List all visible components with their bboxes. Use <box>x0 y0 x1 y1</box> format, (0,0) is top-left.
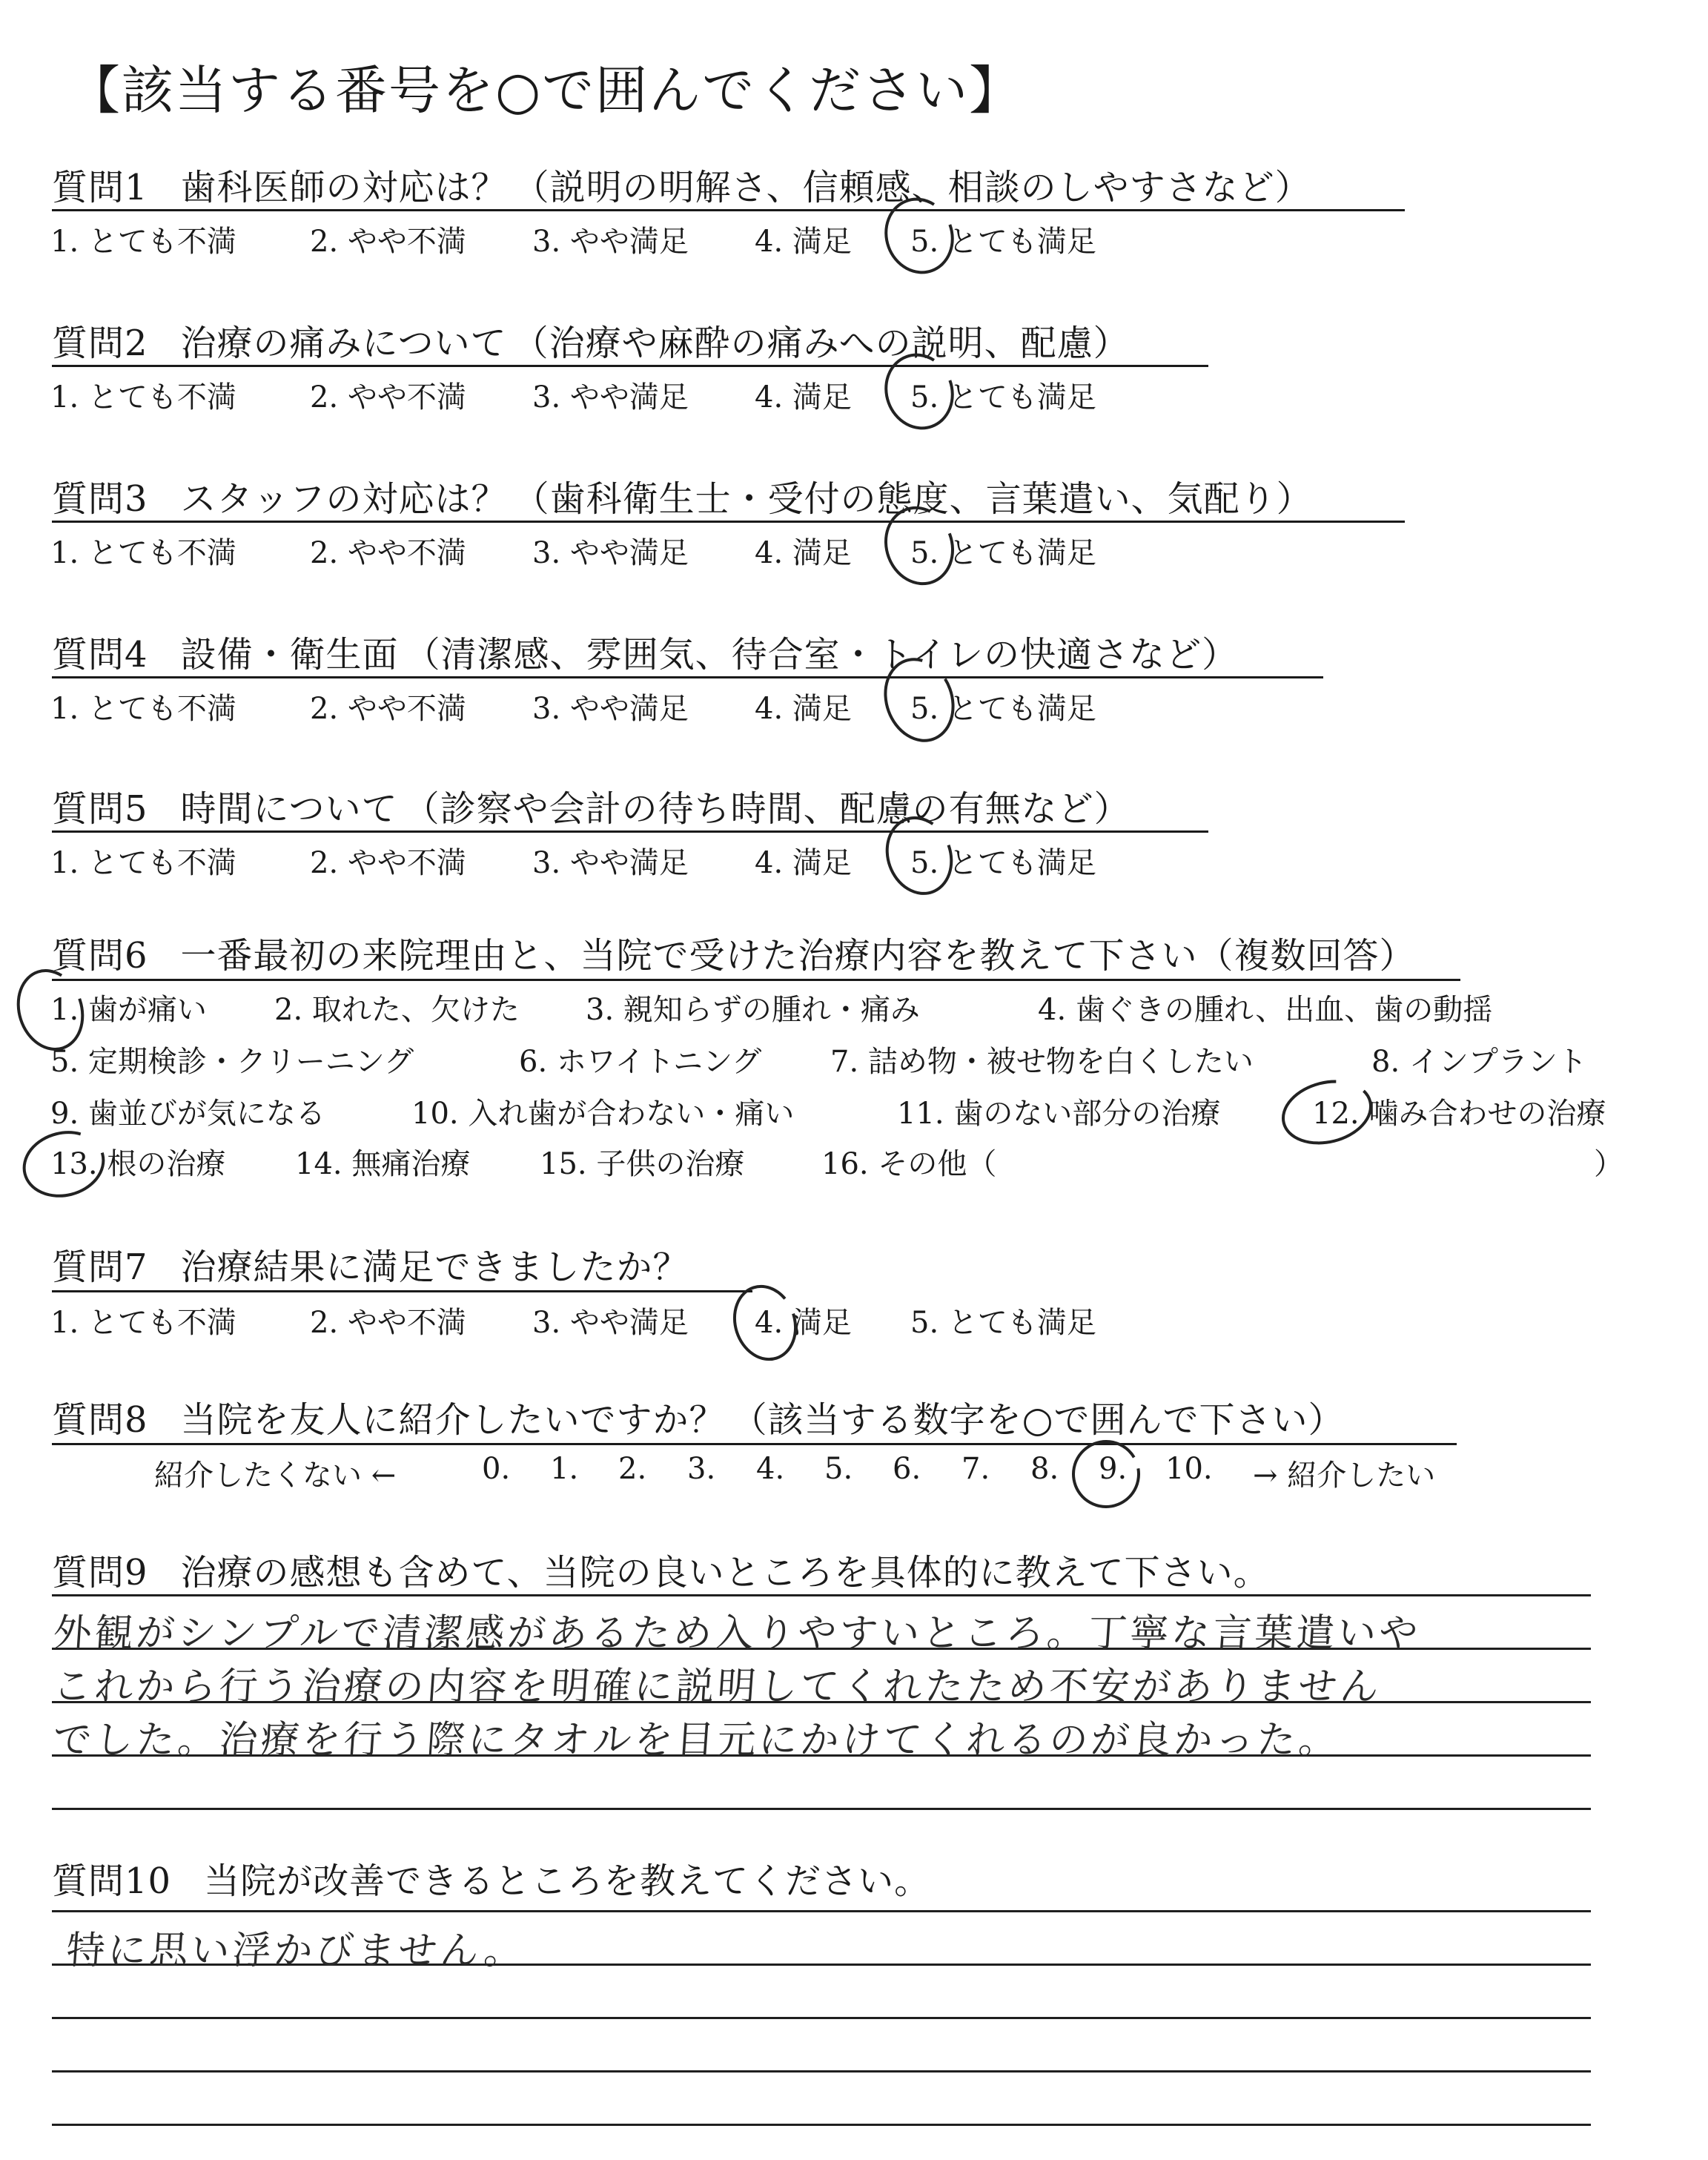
satisfaction-option[interactable]: 3. やや満足 <box>532 692 689 726</box>
question-label: 質問2 <box>52 323 148 364</box>
question-text: 治療の感想も含めて、当院の良いところを具体的に教えて下さい。 <box>180 1552 1270 1593</box>
satisfaction-option[interactable]: 2. やや不満 <box>310 225 466 259</box>
treatment-option[interactable]: 5. 定期検診・クリーニング <box>50 1045 414 1079</box>
question-text: 設備・衛生面 <box>180 634 399 676</box>
question-label: 質問7 <box>52 1246 148 1288</box>
satisfaction-option[interactable]: 4. 満足 <box>755 536 852 570</box>
satisfaction-option[interactable]: 4. 満足 <box>755 380 852 415</box>
satisfaction-option[interactable]: 5. とても満足 <box>910 846 1096 880</box>
question-10-heading <box>52 1852 930 1903</box>
question-label: 質問5 <box>52 788 148 830</box>
scale-value[interactable]: 7. <box>961 1452 990 1486</box>
question-5-rule <box>52 830 1208 833</box>
scale-value[interactable]: 6. <box>893 1452 921 1486</box>
scale-right-label: → 紹介したい <box>1253 1459 1436 1493</box>
satisfaction-option[interactable]: 1. とても不満 <box>50 692 236 726</box>
question-4-heading <box>52 626 1238 677</box>
scale-value[interactable]: 1. <box>550 1452 579 1486</box>
satisfaction-option[interactable]: 5. とても満足 <box>910 536 1096 570</box>
treatment-option[interactable]: 8. インプラント <box>1371 1045 1587 1079</box>
question-label: 質問4 <box>52 634 148 676</box>
satisfaction-option[interactable]: 5. とても満足 <box>910 380 1096 415</box>
treatment-option[interactable]: 3. 親知らずの腫れ・痛み <box>586 993 920 1027</box>
scale-value[interactable]: 10. <box>1165 1452 1213 1486</box>
treatment-option[interactable]: 2. 取れた、欠けた <box>274 993 520 1027</box>
question-label: 質問1 <box>52 167 148 208</box>
satisfaction-option[interactable]: 3. やや満足 <box>532 536 689 570</box>
treatment-option[interactable]: 7. 詰め物・被せ物を白くしたい <box>830 1045 1254 1079</box>
treatment-option[interactable]: 10. 入れ歯が合わない・痛い <box>411 1097 795 1131</box>
treatment-option[interactable]: 14. 無痛治療 <box>295 1147 471 1181</box>
question-label: 質問9 <box>52 1552 148 1593</box>
question-text: 当院を友人に紹介したいですか？ <box>180 1399 726 1441</box>
treatment-option[interactable]: 13. 根の治療 <box>50 1147 226 1181</box>
question-detail: （説明の明解さ、信頼感、相談のしやすさなど） <box>513 167 1311 208</box>
satisfaction-option[interactable]: 2. やや不満 <box>310 846 466 880</box>
handwritten-answer-line: 外観がシンプルで清潔感があるため入りやすいところ。丁寧な言葉遣いや <box>51 1611 1423 1656</box>
satisfaction-option[interactable]: 3. やや満足 <box>532 846 689 880</box>
answer-line <box>52 1808 1591 1810</box>
scale-value[interactable]: 4. <box>756 1452 785 1486</box>
scale-left-label: 紹介したくない ← <box>154 1459 397 1493</box>
scale-value[interactable]: 0. <box>482 1452 511 1486</box>
question-detail: （治療や麻酔の痛みへの説明、配慮） <box>512 323 1130 364</box>
question-text: 時間について <box>180 788 398 830</box>
satisfaction-option[interactable]: 4. 満足 <box>755 846 852 880</box>
question-4-rule <box>52 676 1323 678</box>
satisfaction-option[interactable]: 5. とても満足 <box>910 225 1096 259</box>
question-7-heading <box>52 1238 689 1289</box>
treatment-option[interactable]: 4. 歯ぐきの腫れ、出血、歯の動揺 <box>1038 993 1493 1027</box>
satisfaction-option[interactable]: 5. とても満足 <box>910 692 1096 726</box>
question-detail: （該当する数字を○で囲んで下さい） <box>731 1399 1345 1441</box>
question-3-rule <box>52 521 1405 523</box>
scale-value[interactable]: 9. <box>1099 1452 1128 1486</box>
question-label: 質問6 <box>52 935 148 977</box>
question-text: 歯科医師の対応は？ <box>180 167 508 208</box>
question-2-heading <box>52 314 1130 366</box>
question-1-rule <box>52 209 1405 211</box>
treatment-option[interactable]: 6. ホワイトニング <box>519 1045 762 1079</box>
question-detail: （清潔感、雰囲気、待合室・トイレの快適さなど） <box>404 634 1239 676</box>
satisfaction-option[interactable]: 2. やや不満 <box>310 380 466 415</box>
answer-line <box>52 1594 1591 1596</box>
question-label: 質問3 <box>52 478 148 520</box>
question-3-heading <box>52 470 1313 521</box>
satisfaction-option[interactable]: 3. やや満足 <box>532 225 689 259</box>
question-text: 治療の痛みについて <box>180 323 507 364</box>
handwritten-answer-line: でした。治療を行う際にタオルを目元にかけてくれるのが良かった。 <box>51 1718 1342 1763</box>
treatment-option[interactable]: 9. 歯並びが気になる <box>50 1097 325 1131</box>
answer-line <box>52 2017 1591 2019</box>
answer-line <box>52 2124 1591 2126</box>
satisfaction-option[interactable]: 4. 満足 <box>755 692 852 726</box>
treatment-option[interactable]: 1. 歯が痛い <box>50 993 207 1027</box>
satisfaction-option[interactable]: 2. やや不満 <box>310 692 466 726</box>
question-label: 質問10 <box>52 1860 172 1902</box>
satisfaction-option[interactable]: 2. やや不満 <box>310 536 466 570</box>
treatment-option[interactable]: 12. 噛み合わせの治療 <box>1312 1097 1606 1131</box>
handwritten-answer-line: 特に思い浮かびません。 <box>64 1929 527 1973</box>
question-5-heading <box>52 780 1131 831</box>
page-title: 【該当する番号を○で囲んでください】 <box>68 60 1023 121</box>
satisfaction-option[interactable]: 1. とても不満 <box>50 1306 236 1340</box>
satisfaction-option[interactable]: 1. とても不満 <box>50 380 236 415</box>
satisfaction-option[interactable]: 3. やや満足 <box>532 380 689 415</box>
treatment-option[interactable]: 11. 歯のない部分の治療 <box>897 1097 1221 1131</box>
satisfaction-option[interactable]: 1. とても不満 <box>50 536 236 570</box>
question-2-rule <box>52 365 1208 367</box>
scale-value[interactable]: 2. <box>618 1452 647 1486</box>
satisfaction-option[interactable]: 2. やや不満 <box>310 1306 466 1340</box>
question-9-heading <box>52 1544 1270 1595</box>
question-8-rule <box>52 1443 1457 1445</box>
treatment-option[interactable]: 16. その他（ <box>821 1147 997 1181</box>
question-6-heading <box>52 927 1416 978</box>
question-text: 治療結果に満足できましたか？ <box>180 1246 689 1288</box>
satisfaction-option[interactable]: 1. とても不満 <box>50 846 236 880</box>
question-detail: （診察や会計の待ち時間、配慮の有無など） <box>403 788 1131 830</box>
question-8-heading <box>52 1391 1344 1442</box>
question-1-heading <box>52 159 1311 210</box>
handwritten-answer-line: これから行う治療の内容を明確に説明してくれたため不安がありません <box>51 1665 1383 1709</box>
scale-value[interactable]: 8. <box>1030 1452 1059 1486</box>
question-7-rule <box>52 1290 752 1292</box>
answer-line <box>52 1910 1591 1912</box>
scale-value[interactable]: 3. <box>687 1452 716 1486</box>
treatment-option[interactable]: 15. 子供の治療 <box>540 1147 745 1181</box>
question-text: 一番最初の来院理由と、当院で受けた治療内容を教えて下さい（複数回答） <box>180 935 1416 977</box>
satisfaction-option[interactable]: 4. 満足 <box>755 1306 852 1340</box>
question-detail: （歯科衛生士・受付の態度、言葉遣い、気配り） <box>513 478 1313 520</box>
other-close-paren: ） <box>1594 1147 1623 1181</box>
satisfaction-option[interactable]: 4. 満足 <box>755 225 852 259</box>
question-6-rule <box>52 979 1460 981</box>
question-label: 質問8 <box>52 1399 148 1441</box>
scale-value[interactable]: 5. <box>824 1452 853 1486</box>
satisfaction-option[interactable]: 3. やや満足 <box>532 1306 689 1340</box>
satisfaction-option[interactable]: 1. とても不満 <box>50 225 236 259</box>
satisfaction-option[interactable]: 5. とても満足 <box>910 1306 1096 1340</box>
question-text: スタッフの対応は？ <box>180 478 508 520</box>
question-text: 当院が改善できるところを教えてください。 <box>204 1860 931 1902</box>
answer-line <box>52 2070 1591 2073</box>
